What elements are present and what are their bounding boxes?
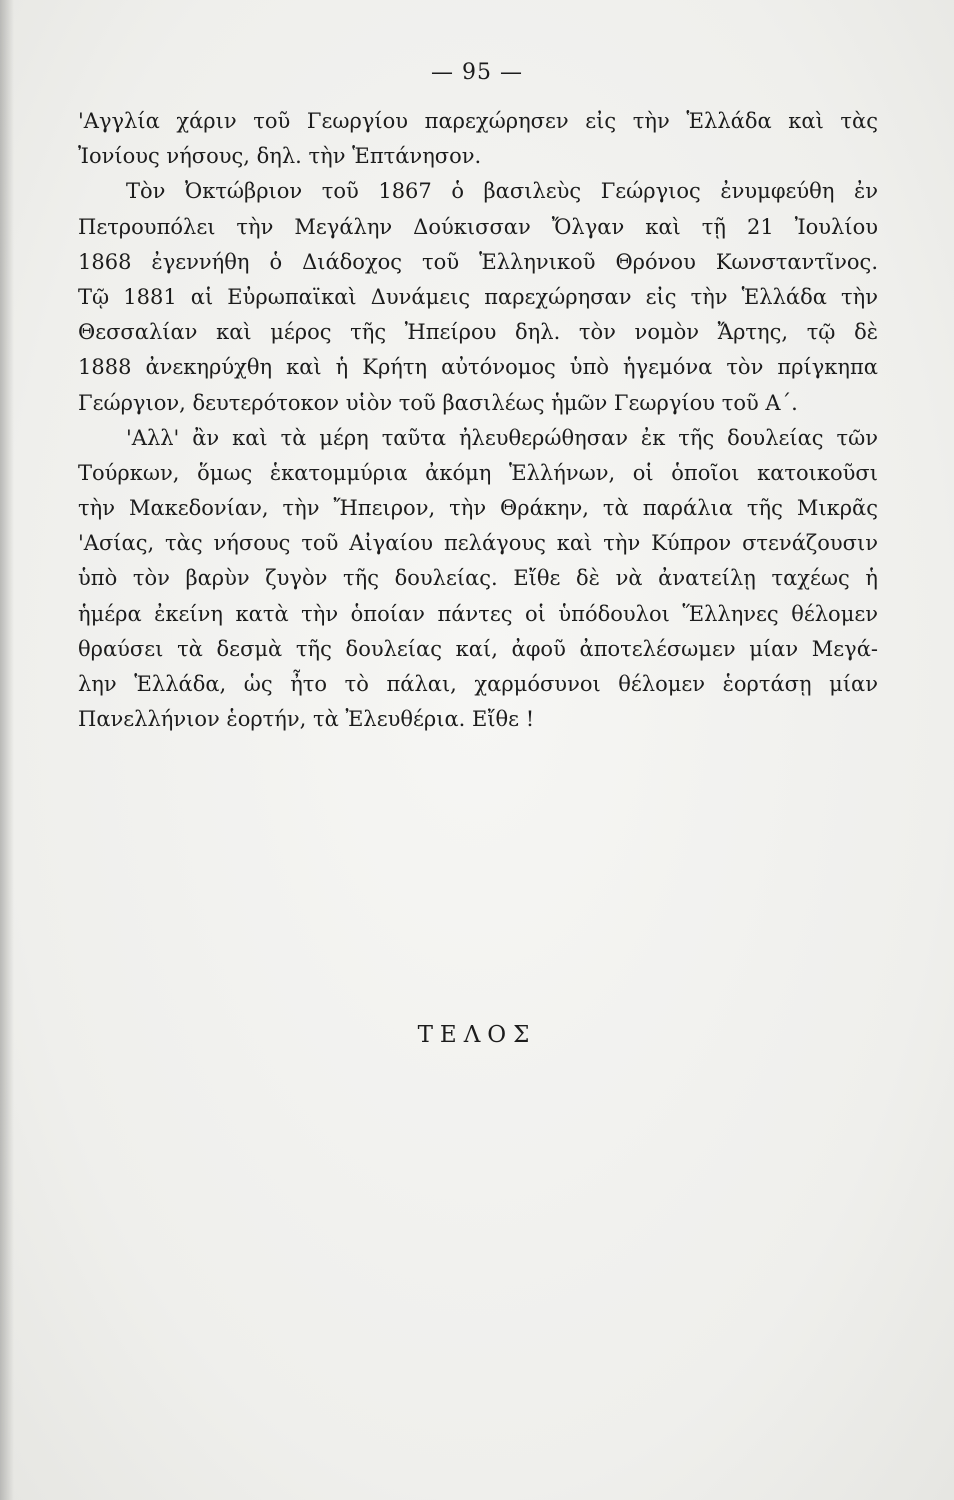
page-number: — 95 — — [431, 60, 523, 85]
text-line: 'Αλλ' ἂν καὶ τὰ μέρη ταῦτα ἠλευθερώθησαν ἐκ τῆς δουλείας τῶν — [126, 425, 878, 450]
text-line: Τὸν Ὀκτώβριον τοῦ 1867 ὁ βασιλεὺς Γεώργιος ἐνυμφεύθη ἐν — [126, 179, 878, 204]
text-line: 'Ασίας, τὰς νήσους τοῦ Αἰγαίου πελάγους καὶ τὴν Κύπρον στενάζουσιν — [78, 531, 878, 556]
text-line: 1888 ἀνεκηρύχθη καὶ ἡ Κρήτη αὐτόνομος ὑπὸ ἡγεμόνα τὸν πρίγκηπα — [78, 355, 878, 380]
text-line: Θεσσαλίαν καὶ μέρος τῆς Ἠπείρου δηλ. τὸν νομὸν Ἄρτης, τῷ δὲ — [78, 320, 878, 345]
text-line: Γεώργιον, δευτερότοκον υἱὸν τοῦ βασιλέως ἡμῶν Γεωργίου τοῦ Α΄. — [78, 390, 798, 415]
text-line: λην Ἑλλάδα, ὡς ἦτο τὸ πάλαι, χαρμόσυνοι θέλομεν ἑορτάσῃ μίαν — [78, 672, 878, 696]
text-line: 1868 ἐγεννήθη ὁ Διάδοχος τοῦ Ἑλληνικοῦ Θρόνου Κωνσταντῖνος. — [78, 249, 878, 274]
text-line: Τούρκων, ὅμως ἑκατομμύρια ἀκόμη Ἑλλήνων, οἱ ὁποῖοι κατοικοῦσι — [78, 460, 878, 485]
text-line: θραύσει τὰ δεσμὰ τῆς δουλείας καί, ἀφοῦ ἀποτελέσωμεν μίαν Μεγά- — [78, 636, 878, 661]
text-line: Ἰονίους νήσους, δηλ. τὴν Ἑπτάνησον. — [78, 144, 482, 169]
text-line: ὑπὸ τὸν βαρὺν ζυγὸν τῆς δουλείας. Εἴθε δὲ νὰ ἀνατείλῃ ταχέως ἡ — [78, 566, 878, 591]
page-gutter-shadow — [0, 0, 14, 1500]
text-line: Πετρουπόλει τὴν Μεγάλην Δούκισσαν Ὄλγαν καὶ τῇ 21 Ἰουλίου — [78, 214, 878, 239]
text-line: Πανελλήνιον ἑορτήν, τὰ Ἐλευθέρια. Εἴθε ! — [78, 707, 535, 732]
text-line: 'Αγγλία χάριν τοῦ Γεωργίου παρεχώρησεν εἰς τὴν Ἑλλάδα καὶ τὰς — [78, 109, 878, 133]
text-line: Τῷ 1881 αἱ Εὐρωπαϊκαὶ Δυνάμεις παρεχώρησαν εἰς τὴν Ἑλλάδα τὴν — [78, 284, 878, 309]
end-mark: ΤΕΛΟΣ — [417, 1022, 537, 1048]
body-text — [78, 104, 878, 737]
text-line: τὴν Μακεδονίαν, τὴν Ἤπειρον, τὴν Θράκην, τὰ παράλια τῆς Μικρᾶς — [78, 496, 878, 521]
text-line: ἡμέρα ἐκείνη κατὰ τὴν ὁποίαν πάντες οἱ ὑπόδουλοι Ἕλληνες θέλομεν — [78, 601, 878, 626]
